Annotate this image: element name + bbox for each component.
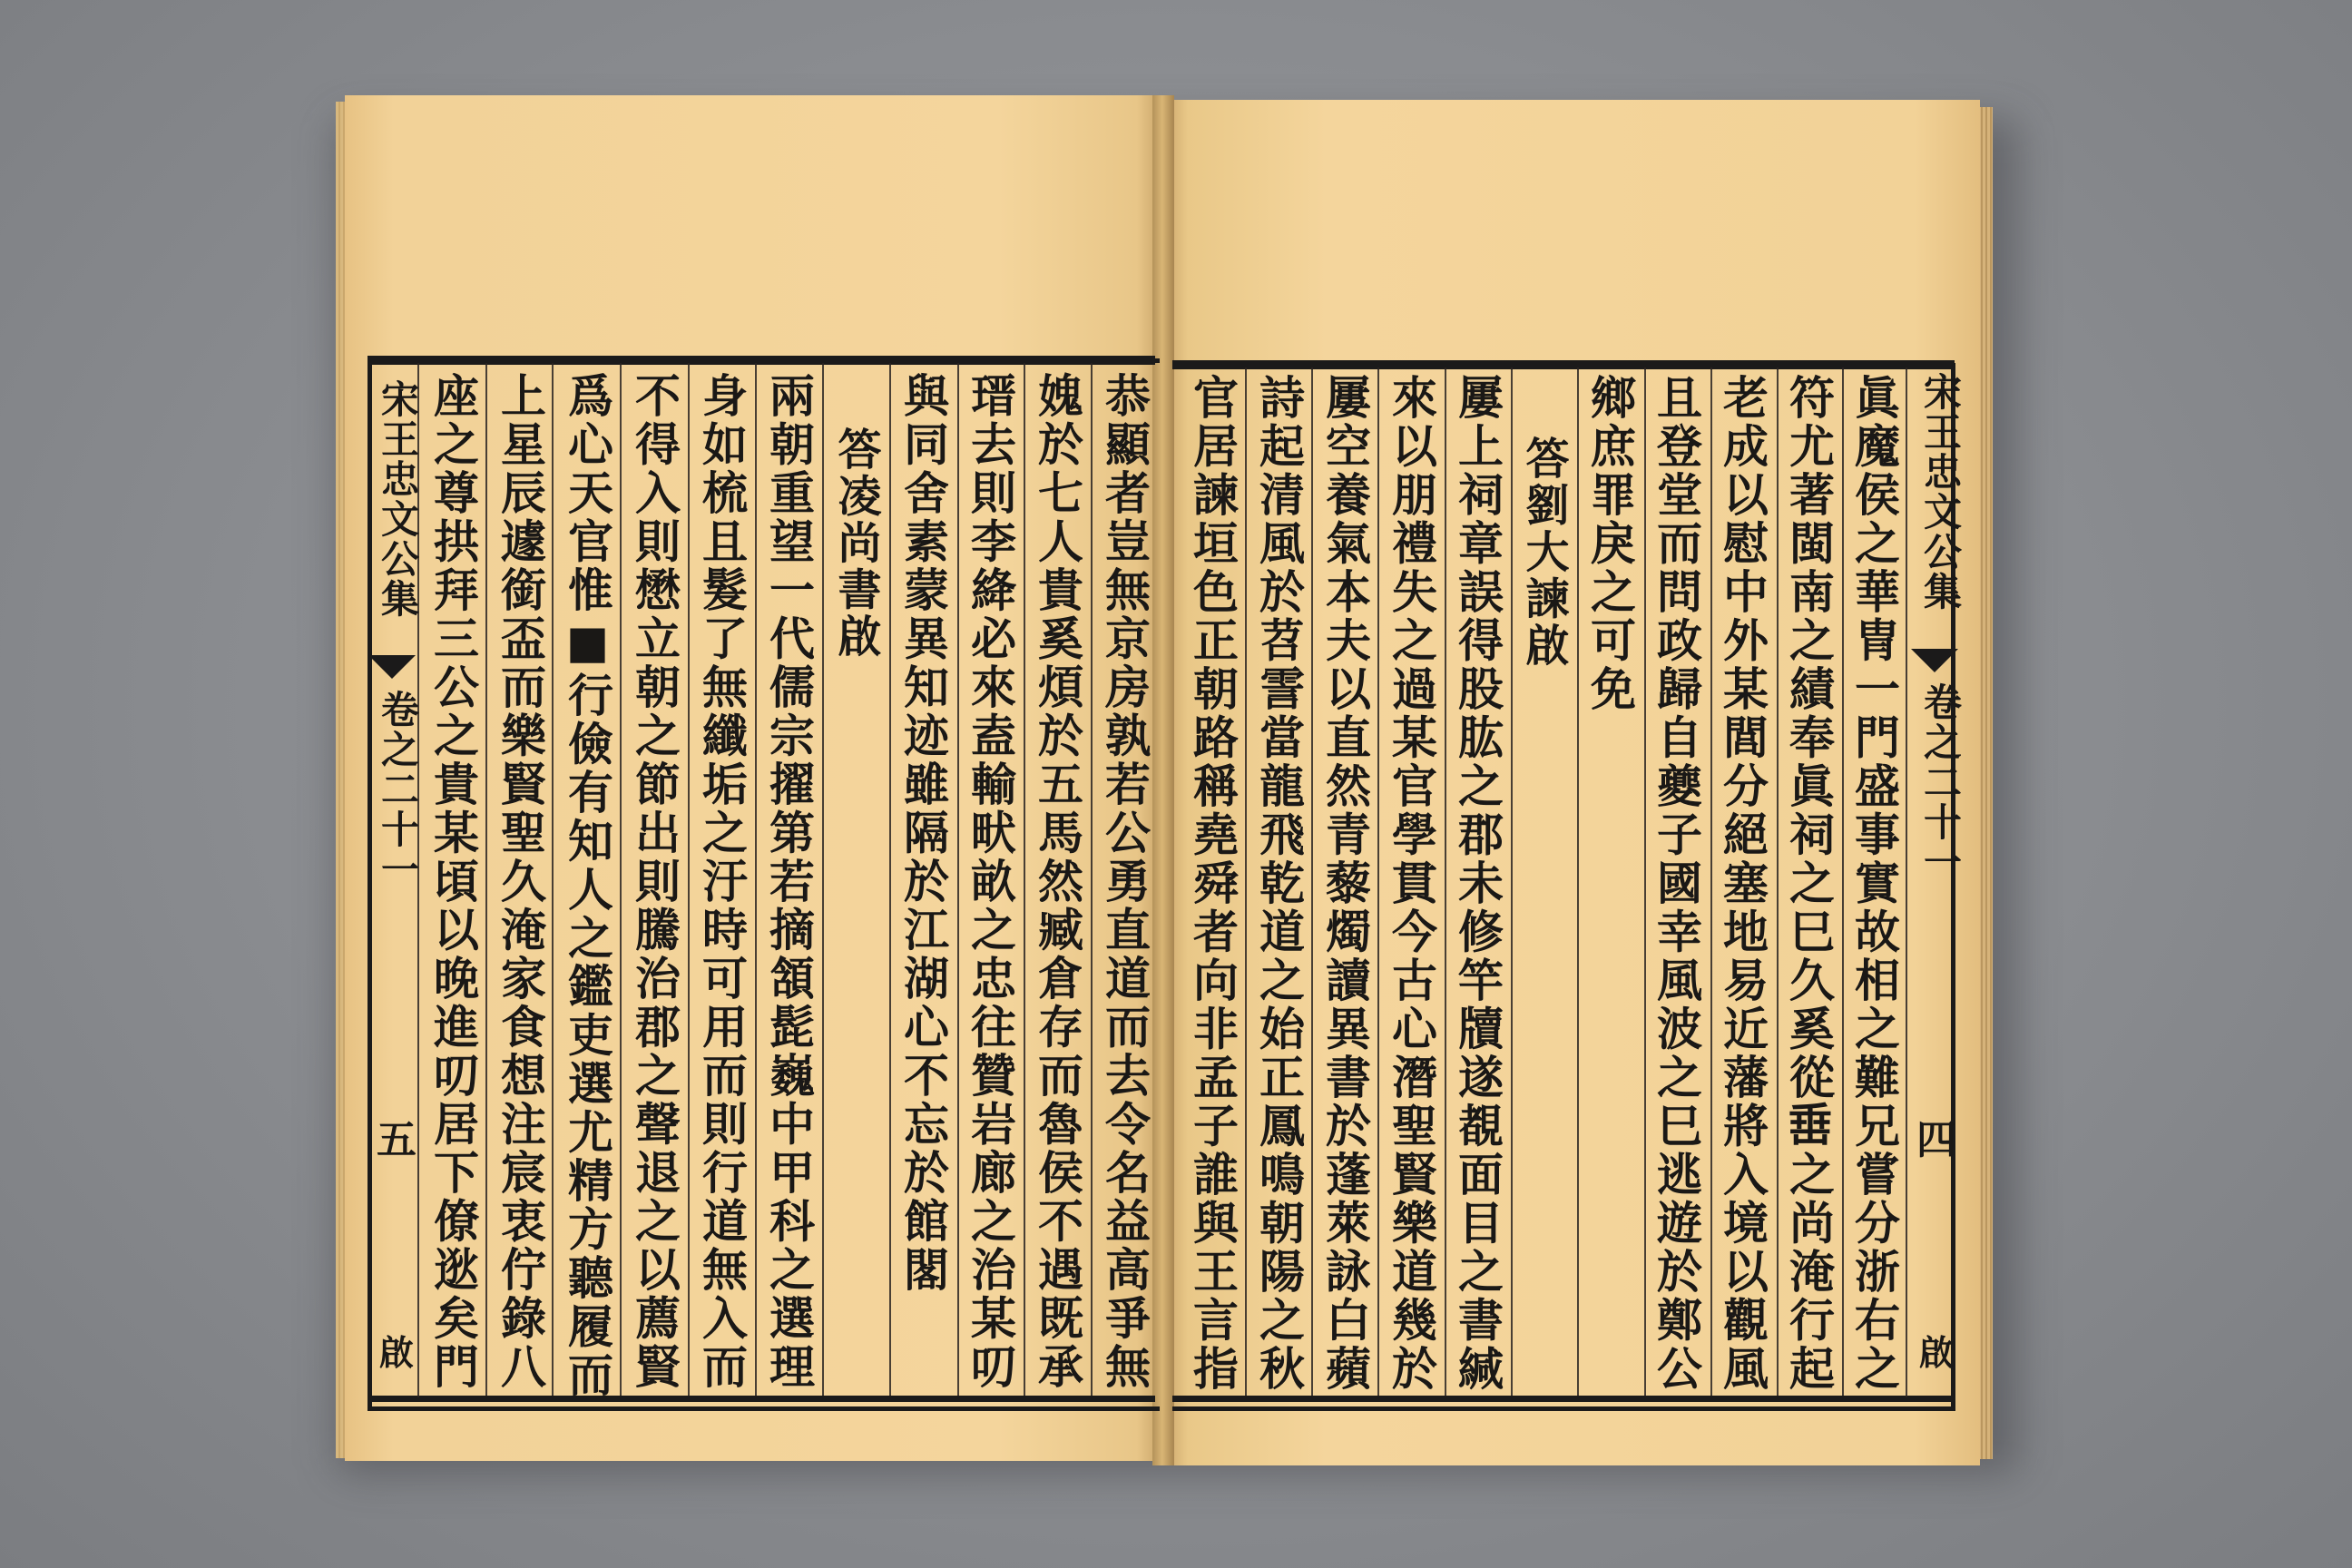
left-column-rule <box>1024 363 1025 1396</box>
text-column: 與同舍素蒙異知迹雖隔於江湖心不忘於館閣 <box>897 372 950 1295</box>
letter-heading: 答凌尚書啟 <box>830 426 881 661</box>
left-bottom-rule <box>368 1396 1155 1402</box>
text-column: 屢上祠章誤得股肱之郡未修竿牘遂覩面目之書緘 <box>1451 374 1504 1394</box>
left-column-rule <box>688 363 690 1396</box>
text-column: 老成以慰中外某閭分絕塞地易近藩將入境以觀風 <box>1716 374 1769 1394</box>
right-fishtail-mark <box>1911 649 1958 672</box>
left-column-rule <box>889 363 891 1396</box>
right-column-rule <box>1311 368 1313 1396</box>
right-page-number: 四 <box>1916 1117 1956 1163</box>
right-banxin-rule <box>1906 368 1907 1397</box>
right-margin-title: 宋王忠文公集 <box>1918 372 1963 612</box>
left-column-rule <box>822 363 824 1396</box>
right-column-rule <box>1577 368 1579 1396</box>
text-column: 瑨去則李絳必來盍輸畎畝之忠往贊岩廊之治某叨 <box>964 372 1017 1392</box>
text-column: 眞魔侯之華冑一門盛事實故相之難兄嘗分浙右之 <box>1847 374 1901 1394</box>
left-column-rule <box>620 363 622 1396</box>
right-column-rule <box>1710 368 1712 1396</box>
right-column-rule <box>1842 368 1844 1396</box>
right-top-rule <box>1172 360 1955 369</box>
right-column-rule <box>1777 368 1779 1396</box>
left-margin-footer: 啟 <box>379 1332 415 1373</box>
right-column-rule <box>1511 368 1513 1396</box>
left-margin-title: 宋王忠文公集 <box>376 379 420 619</box>
left-column-rule <box>957 363 959 1396</box>
right-bottom-rule <box>1172 1396 1955 1402</box>
text-column: 不得入則懋立朝之節出則騰治郡之聲退之以薦賢 <box>628 372 681 1392</box>
text-column: 媿於七人貴奚煩於五馬然臧倉存而魯侯不遇既承 <box>1031 372 1084 1392</box>
text-column: 來以朋禮失之過某官學貫今古心潛聖賢樂道幾於 <box>1385 374 1438 1394</box>
right-page-edges <box>1978 107 1993 1459</box>
right-column-rule <box>1644 368 1646 1396</box>
text-column: 恭顯者豈無京房孰若公勇直道而去令名益高爭無 <box>1098 372 1152 1392</box>
letter-heading: 答劉大諫啟 <box>1518 436 1569 670</box>
text-column: 鄉庶罪戾之可免 <box>1583 374 1637 714</box>
left-margin-volume: 卷之二十一 <box>376 690 420 889</box>
left-column-rule <box>1091 363 1093 1396</box>
text-column: 上星辰遽銜盃而樂賢聖久淹家食想注宸衷佇錄八 <box>494 372 547 1392</box>
right-margin-volume: 卷之二十一 <box>1918 682 1963 882</box>
text-column: 符尤著閩南之績奉眞祠之巳久奚從𡸁之尚淹行起 <box>1782 374 1836 1394</box>
text-column: 官居諫垣色正朝路稱堯舜者向非孟子誰與王言指 <box>1186 374 1240 1394</box>
text-column: 身如梳且髮了無纖垢之汙時可用而則行道無入而 <box>695 372 749 1392</box>
left-column-rule <box>485 363 487 1396</box>
right-column-rule <box>1445 368 1446 1396</box>
text-column: 爲心天官惟■行儉有知人之鑑吏選尤精方聽履而 <box>561 372 614 1400</box>
left-fishtail-mark <box>368 655 416 679</box>
right-column-rule <box>1245 368 1247 1396</box>
text-column: 座之尊拱拜三公之貴某頃以晚進叨居下僚逖矣門 <box>426 372 480 1392</box>
right-margin-footer: 啟 <box>1919 1332 1955 1373</box>
left-column-rule <box>755 363 757 1396</box>
left-column-rule <box>552 363 554 1396</box>
text-column: 兩朝重望一代儒宗擢第若摘頷髭巍中甲科之選理 <box>762 372 816 1392</box>
left-page-number: 五 <box>377 1117 416 1163</box>
text-column: 詩起清風於苕霅當龍飛乾道之始正鳳鳴朝陽之秋 <box>1252 374 1306 1394</box>
text-column: 且登堂而問政歸自夔子國幸風波之巳逃遊於鄭公 <box>1650 374 1703 1394</box>
text-column: 屢空養氣本夫以直然青藜燭讀異書於蓬萊詠白蘋 <box>1318 374 1372 1394</box>
right-column-rule <box>1377 368 1379 1396</box>
